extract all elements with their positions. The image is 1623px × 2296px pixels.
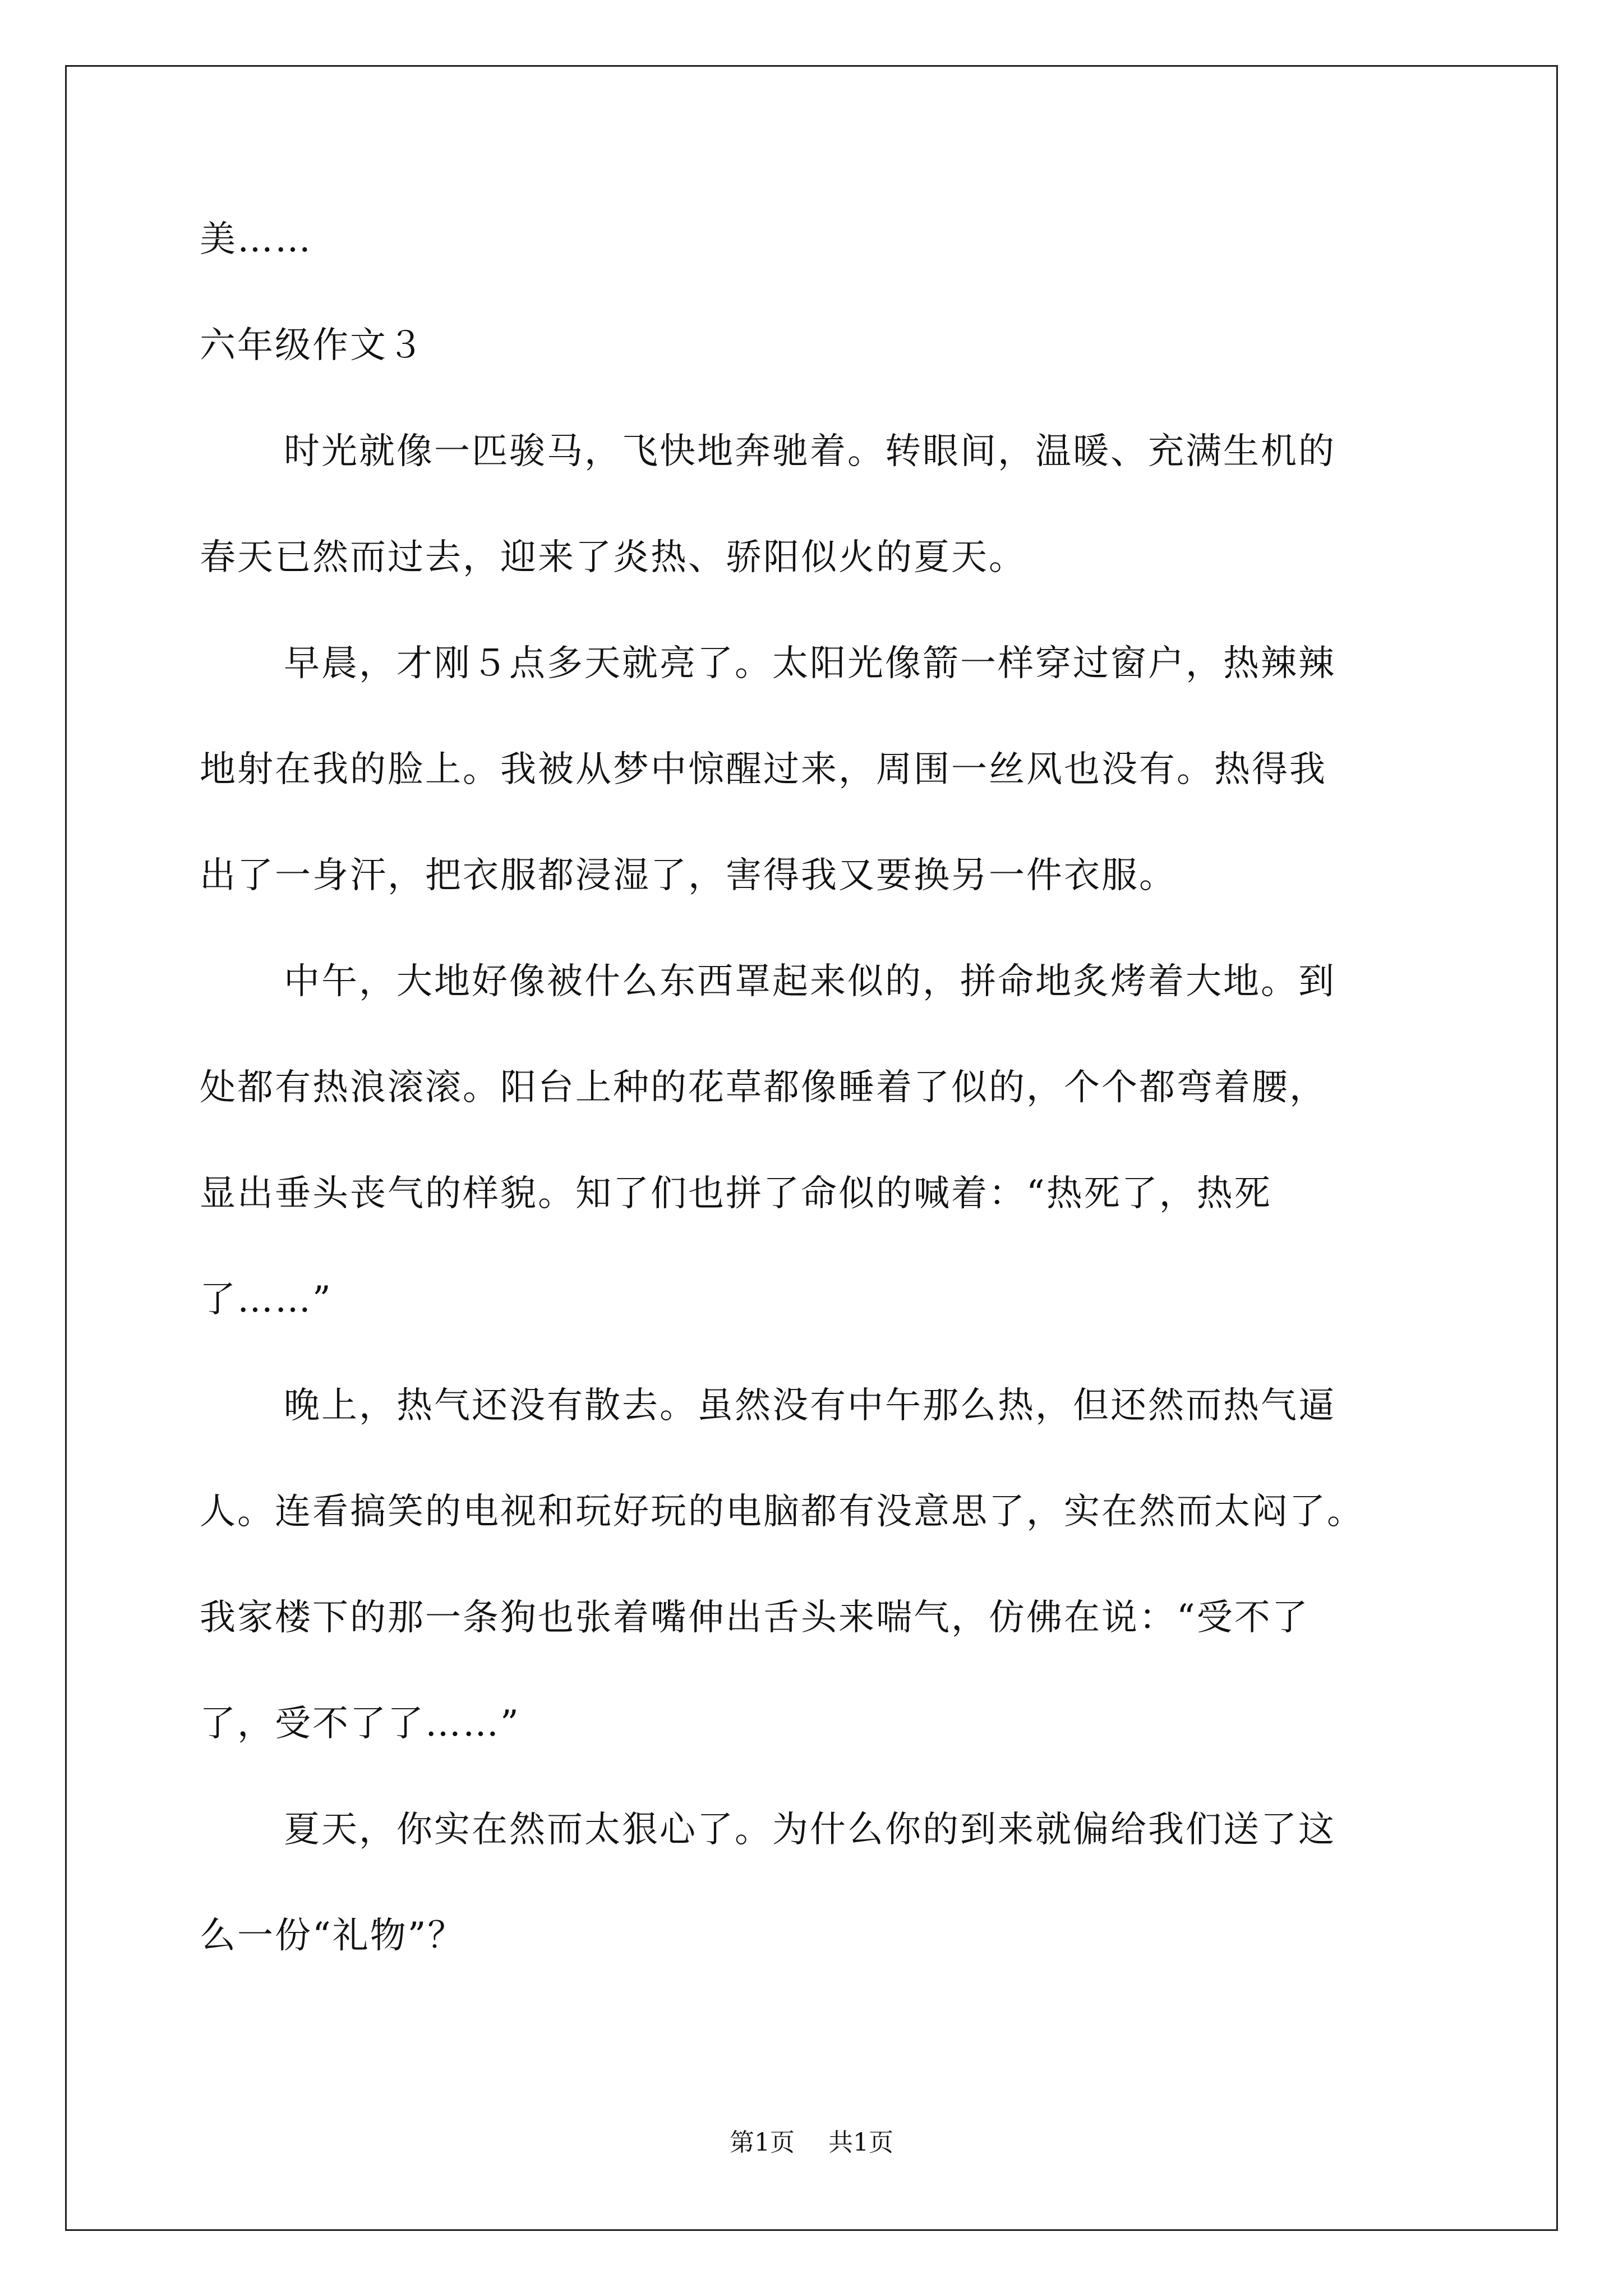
paragraph-2-line-3: 出了一身汗，把衣服都浸湿了，害得我又要换另一件衣服。 — [200, 855, 1177, 896]
paragraph-3-line-1: 中午，大地好像被什么东西罩起来似的，拼命地炙烤着大地。到 — [284, 961, 1336, 1002]
page-footer — [0, 2126, 1623, 2160]
paragraph-4-line-3: 我家楼下的那一条狗也张着嘴伸出舌头来喘气，仿佛在说：“受不了 — [200, 1597, 1310, 1639]
paragraph-5-line-1: 夏天，你实在然而太狠心了。为什么你的到来就偏给我们送了这 — [284, 1809, 1336, 1851]
paragraph-4-line-4: 了，受不了了……” — [200, 1703, 520, 1745]
text-line: 美…… — [200, 219, 312, 260]
paragraph-4-line-2: 人。连看搞笑的电视和玩好玩的电脑都有没意思了，实在然而太闷了。 — [200, 1491, 1364, 1533]
paragraph-2-line-2: 地射在我的脸上。我被从梦中惊醒过来，周围一丝风也没有。热得我 — [200, 749, 1327, 790]
paragraph-4-line-1: 晚上，热气还没有散去。虽然没有中午那么热，但还然而热气逼 — [284, 1385, 1336, 1427]
page-number: 第1页 — [730, 2128, 795, 2157]
paragraph-3-line-4: 了……” — [200, 1279, 333, 1320]
paragraph-5-line-2: 么一份“礼物”？ — [200, 1915, 465, 1957]
paragraph-3-line-2: 处都有热浪滚滚。阳台上种的花草都像睡着了似的，个个都弯着腰， — [200, 1067, 1327, 1108]
document-body — [200, 213, 1473, 1962]
paragraph-1-line-1: 时光就像一匹骏马，飞快地奔驰着。转眼间，温暖、充满生机的 — [284, 431, 1336, 472]
page-total: 共1页 — [828, 2128, 893, 2157]
paragraph-3-line-3: 显出垂头丧气的样貌。知了们也拼了命似的喊着：“热死了，热死 — [200, 1173, 1272, 1214]
paragraph-2-line-1: 早晨，才刚５点多天就亮了。太阳光像箭一样穿过窗户，热辣辣 — [284, 643, 1336, 684]
essay-title: 六年级作文３ — [200, 325, 425, 366]
paragraph-1-line-2: 春天已然而过去，迎来了炎热、骄阳似火的夏天。 — [200, 537, 1026, 578]
